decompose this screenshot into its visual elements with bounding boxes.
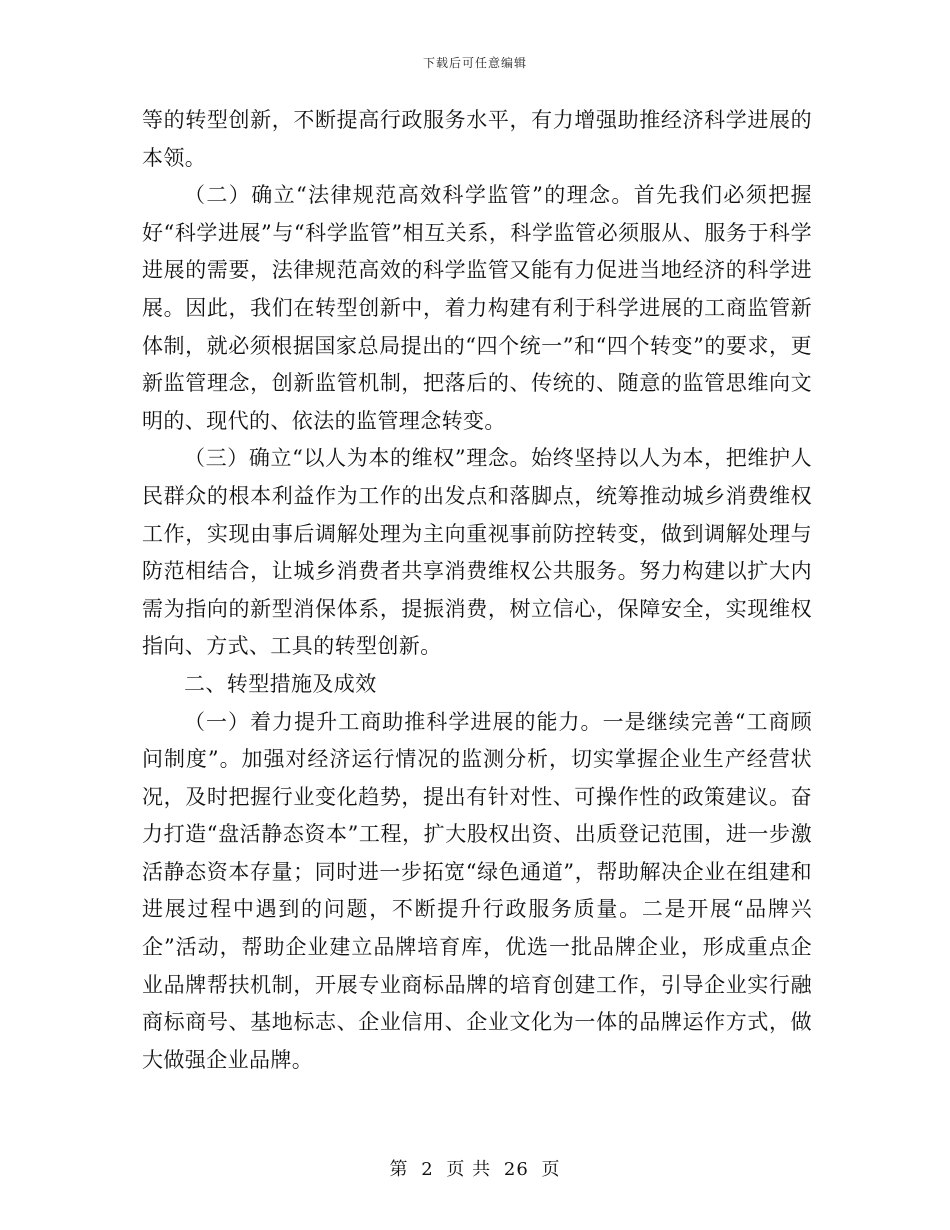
paragraph: 等的转型创新，不断提高行政服务水平，有力增强助推经济科学进展的本领。	[142, 108, 812, 170]
paragraph: （一）着力提升工商助推科学进展的能力。一是继续完善“工商顾问制度”。加强对经济运行情况的监测分析，切实掌握企业生产经营状况，及时把握行业变化趋势，提出有针对性、可操作性的政策建议。奋力打造“盘活静态资本”工程，扩大股权出资、出质登记范围，进一步激活静态资本存量；同时进一步拓宽“绿色通道”，帮助解决企业在组建和进展过程中遇到的问题，不断提升行政服务质量。二是开展“品牌兴企”活动，帮助企业建立品牌培育库，优选一批品牌企业，形成重点企业品牌帮扶机制，开展专业商标品牌的培育创建工作，引导企业实行融商标商号、基地标志、企业信用、企业文化为一体的品牌运作方式，做大做强企业品牌。	[142, 709, 812, 1072]
footer-middle: 页 共	[446, 1159, 492, 1180]
page-header: 下载后可任意编辑	[422, 56, 527, 70]
paragraph: （三）确立“以人为本的维权”理念。始终坚持以人为本，把维护人民群众的根本利益作为工作的出发点和落脚点，统筹推动城乡消费维权工作，实现由事后调解处理为主向重视事前防控转变，做到调解处理与防范相结合，让城乡消费者共享消费维权公共服务。努力构建以扩大内需为指向的新型消保体系，提振消费，树立信心，保障安全，实现维权指向、方式、工具的转型创新。	[142, 446, 812, 659]
total-page-count: 26	[503, 1159, 529, 1180]
section-heading: 二、转型措施及成效	[184, 671, 377, 696]
current-page-number: 2	[421, 1159, 434, 1180]
paragraph: （二）确立“法律规范高效科学监管”的理念。首先我们必须把握好“科学进展”与“科学监管”相互关系，科学监管必须服从、服务于科学进展的需要，法律规范高效的科学监管又能有力促进当地经济的科学进展。因此，我们在转型创新中，着力构建有利于科学进展的工商监管新体制，就必须根据国家总局提出的“四个统一”和“四个转变”的要求，更新监管理念，创新监管机制，把落后的、传统的、随意的监管思维向文明的、现代的、依法的监管理念转变。	[142, 183, 812, 433]
footer-prefix: 第	[389, 1159, 409, 1180]
page-footer	[0, 1155, 950, 1181]
footer-suffix: 页	[541, 1159, 561, 1180]
body-text	[142, 102, 812, 1079]
